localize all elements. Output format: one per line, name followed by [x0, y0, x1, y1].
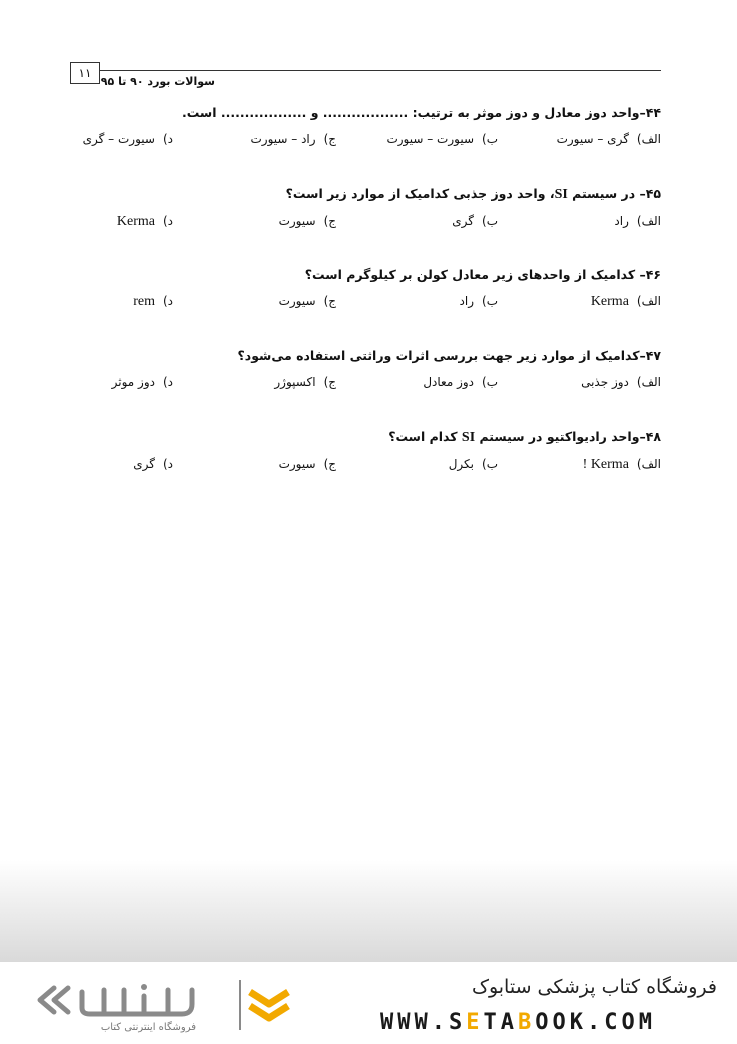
- option-text: دوز جذبی: [581, 375, 629, 389]
- option-text: Kerma !: [582, 457, 629, 472]
- question-text: ۴۷–کدامیک از موارد زیر جهت بررسی اثرات وراثتی استفاده می‌شود؟: [237, 348, 661, 363]
- option-b: [348, 455, 498, 473]
- option-a: [511, 373, 661, 391]
- option-a: [511, 455, 661, 474]
- option-text: راد: [614, 214, 629, 228]
- option-label: الف): [636, 214, 661, 228]
- url-accent-letter: B: [517, 1010, 536, 1035]
- option-row: [70, 130, 661, 150]
- option-c: [186, 212, 336, 230]
- question-text-suffix: ، واحد دوز جذبی کدامیک از موارد زیر است؟: [285, 186, 555, 201]
- option-label: ج): [323, 214, 336, 228]
- option-label: الف): [636, 375, 661, 389]
- question-text-prefix: ۴۵– در سیستم: [567, 186, 661, 201]
- option-c: [186, 292, 336, 310]
- option-b: [348, 373, 498, 391]
- setabook-wordmark-icon: [32, 980, 202, 1022]
- option-label: د): [162, 375, 173, 389]
- option-text: گری: [452, 214, 475, 228]
- option-text: سیورت – سیورت: [386, 132, 475, 146]
- option-label: الف): [636, 132, 661, 146]
- option-label: ب): [482, 457, 498, 471]
- question-text: [70, 428, 661, 447]
- url-text: OOK.COM: [535, 1010, 656, 1035]
- store-url[interactable]: [380, 1010, 656, 1035]
- question-text: ۴۶– کدامیک از واحدهای زیر معادل کولن بر کیلوگرم است؟: [304, 267, 661, 282]
- option-label: ب): [482, 132, 498, 146]
- footer-banner: [0, 962, 737, 1044]
- option-label: د): [162, 132, 173, 146]
- option-d: [23, 292, 173, 311]
- question-45: [70, 185, 661, 232]
- option-b: [348, 292, 498, 310]
- option-a: [511, 130, 661, 148]
- question-47: [70, 347, 661, 393]
- question-text-prefix: ۴۸–واحد رادیواکتیو در سیستم: [475, 429, 661, 444]
- header-rule: [100, 70, 661, 71]
- option-label: ب): [482, 214, 498, 228]
- option-text: rem: [133, 294, 155, 309]
- option-c: [186, 130, 336, 148]
- option-label: د): [162, 214, 173, 228]
- option-text: سیورت: [278, 294, 316, 308]
- option-text: دوز موثر: [111, 375, 155, 389]
- option-text: اکسپوژر: [274, 375, 316, 389]
- setabook-logo: [32, 980, 292, 1040]
- option-text: راد: [459, 294, 475, 308]
- option-label: الف): [636, 457, 661, 471]
- running-title: سوالات بورد ۹۰ تا ۹۵: [100, 75, 215, 88]
- option-b: [348, 212, 498, 230]
- option-label: ج): [323, 294, 336, 308]
- question-48: [70, 428, 661, 475]
- option-row: [70, 212, 661, 232]
- question-44: [70, 104, 661, 150]
- option-row: [70, 455, 661, 475]
- url-text: TA: [483, 1010, 518, 1035]
- question-text-suffix: کدام است؟: [388, 429, 462, 444]
- option-label: ب): [482, 294, 498, 308]
- page-bottom-shadow: [0, 860, 737, 962]
- option-d: [23, 455, 173, 473]
- option-row: [70, 373, 661, 393]
- page-number: ١١: [70, 62, 100, 84]
- option-label: الف): [636, 294, 661, 308]
- store-name: فروشگاه کتاب پزشکی ستابوک: [471, 976, 717, 998]
- option-label: د): [162, 294, 173, 308]
- option-text: سیورت – گری: [82, 132, 155, 146]
- logo-subtitle: فروشگاه اینترنتی کتاب: [100, 1022, 196, 1033]
- option-d: [23, 212, 173, 231]
- option-d: [23, 130, 173, 148]
- question-text-latin: SI: [461, 430, 476, 445]
- option-label: د): [162, 457, 173, 471]
- question-text: [70, 185, 661, 204]
- option-text: بکرل: [448, 457, 475, 471]
- question-text-latin: SI: [554, 187, 568, 202]
- option-b: [348, 130, 498, 148]
- option-a: [511, 292, 661, 311]
- option-label: ب): [482, 375, 498, 389]
- option-a: [511, 212, 661, 230]
- option-label: ج): [323, 132, 336, 146]
- option-text: گری – سیورت: [556, 132, 629, 146]
- url-text: WWW.S: [380, 1010, 467, 1035]
- option-c: [186, 373, 336, 391]
- option-text: دوز معادل: [423, 375, 475, 389]
- option-c: [186, 455, 336, 473]
- option-text: Kerma: [116, 214, 155, 229]
- option-label: ج): [323, 375, 336, 389]
- page-header: [70, 60, 661, 90]
- option-text: سیورت: [278, 214, 316, 228]
- option-text: راد – سیورت: [250, 132, 316, 146]
- option-text: Kerma: [590, 294, 629, 309]
- option-d: [23, 373, 173, 391]
- question-text: ۴۴–واحد دوز معادل و دوز موثر به ترتیب: .................. و .................. است.: [181, 105, 661, 120]
- option-text: سیورت: [278, 457, 316, 471]
- option-row: [70, 292, 661, 312]
- chevron-logo-icon: [238, 980, 292, 1030]
- option-label: ج): [323, 457, 336, 471]
- question-46: [70, 266, 661, 312]
- option-text: گری: [133, 457, 155, 471]
- url-accent-letter: E: [466, 1010, 484, 1035]
